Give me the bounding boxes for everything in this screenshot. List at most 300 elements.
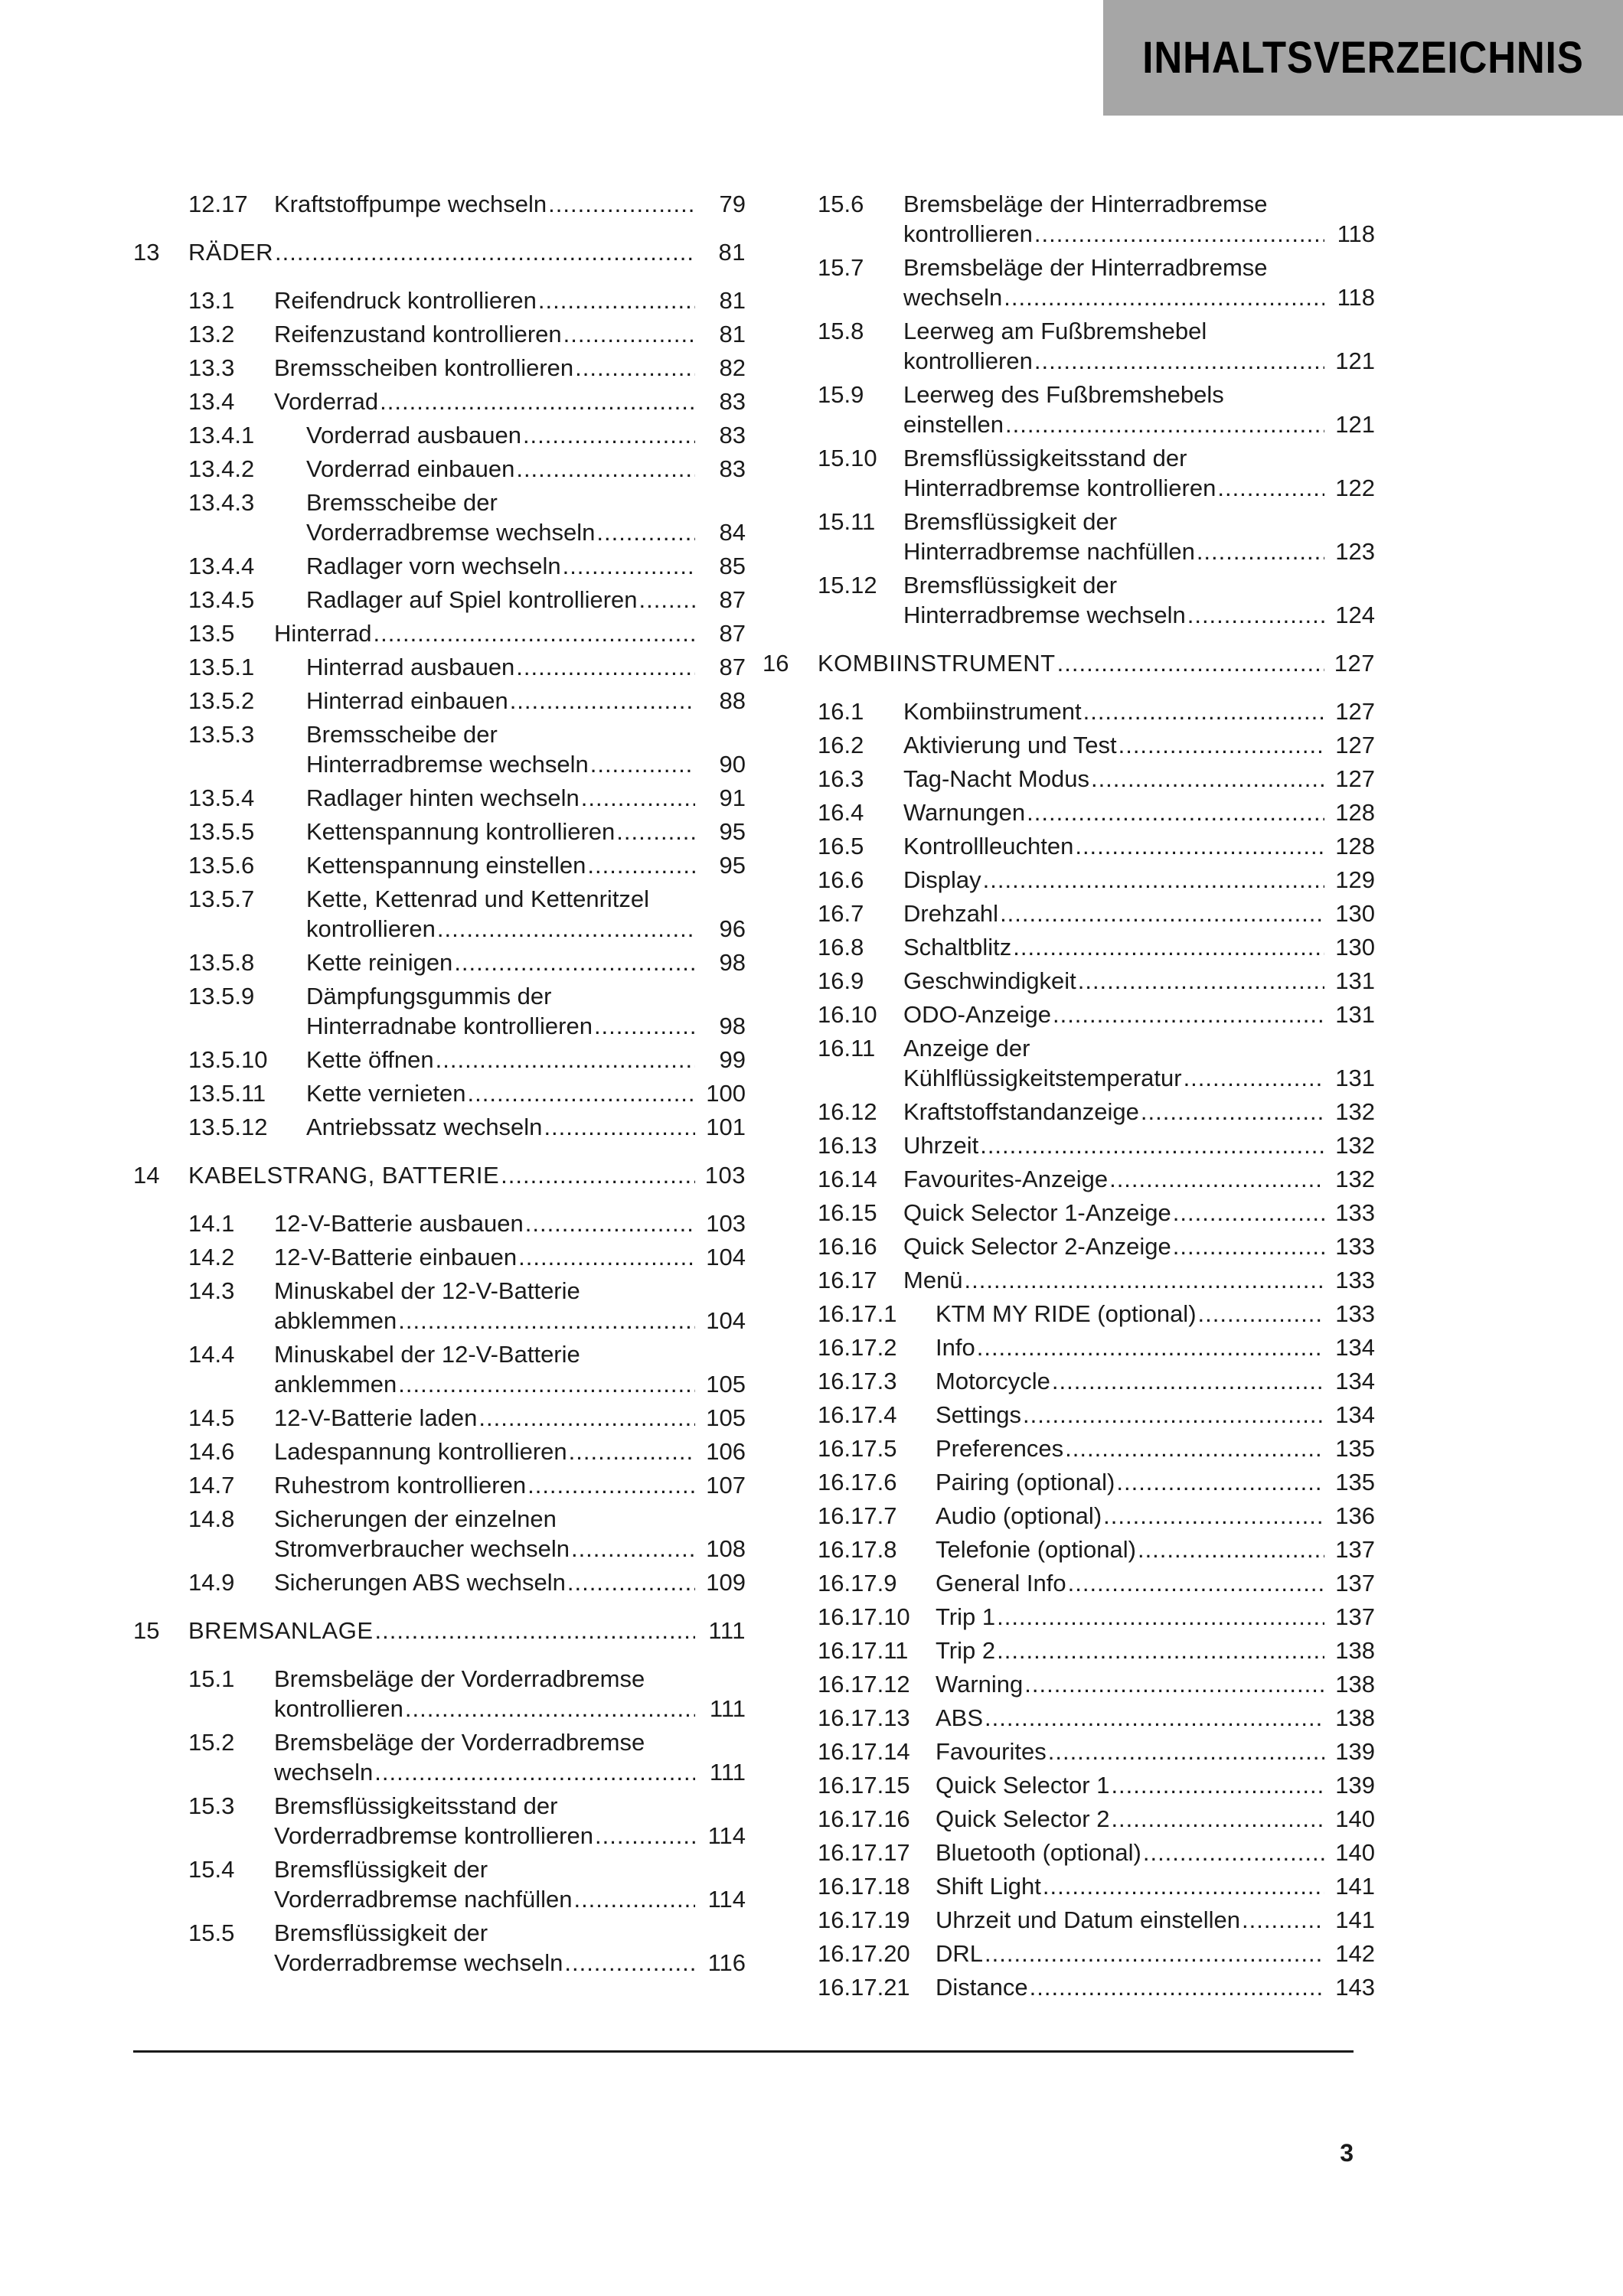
toc-entry-title: Anzeige der <box>903 1035 1030 1062</box>
dot-leader <box>1034 346 1324 376</box>
dot-leader <box>1118 730 1324 760</box>
dot-leader <box>639 585 695 615</box>
dot-leader <box>977 1332 1324 1362</box>
toc-entry-title: Favourites-Anzeige <box>903 1166 1109 1192</box>
toc-entry-number: 16.4 <box>818 799 864 826</box>
toc-entry-title: Sicherungen der einzelnen <box>274 1505 557 1532</box>
toc-entry-number: 13.5.6 <box>188 852 255 879</box>
toc-entry-title: kontrollieren <box>903 347 1033 374</box>
toc-page-number: 124 <box>1335 602 1375 628</box>
toc-page-number: 121 <box>1335 411 1375 438</box>
toc-page-number: 138 <box>1335 1671 1375 1698</box>
toc-entry-number: 16.13 <box>818 1132 877 1159</box>
toc-page-number: 101 <box>706 1114 746 1140</box>
toc-entry-number: 16.5 <box>818 833 864 859</box>
toc-entry-number: 14 <box>133 1162 160 1189</box>
toc-page-number: 140 <box>1335 1805 1375 1832</box>
toc-entry-title: Reifendruck kontrollieren <box>274 287 537 314</box>
toc-page-number: 121 <box>1335 347 1375 374</box>
toc-page-number: 133 <box>1335 1300 1375 1327</box>
toc-entry-number: 13.2 <box>188 321 235 347</box>
dot-leader <box>587 850 695 880</box>
toc-entry-title: 12-V-Batterie laden <box>274 1404 478 1431</box>
dot-leader <box>1141 1097 1324 1127</box>
toc-page-number: 83 <box>719 455 746 482</box>
toc-entry-number: 16.17.15 <box>818 1772 910 1799</box>
toc-page-number: 127 <box>1335 698 1375 725</box>
toc-entry-number: 16.17.16 <box>818 1805 910 1832</box>
dot-leader <box>510 686 695 716</box>
toc-entry-title: Motorcycle <box>936 1368 1050 1394</box>
dot-leader <box>983 865 1324 895</box>
toc-entry-title: Bremsbeläge der Vorderradbremse <box>274 1665 645 1692</box>
dot-leader <box>616 817 695 846</box>
toc-entry-title: 12-V-Batterie ausbauen <box>274 1210 524 1237</box>
toc-entry-title: Hinterradbremse kontrollieren <box>903 475 1216 501</box>
toc-page-number: 118 <box>1337 220 1375 247</box>
toc-entry-title: Uhrzeit <box>903 1132 979 1159</box>
toc-entry-title: Trip 1 <box>936 1603 996 1630</box>
toc-entry-title: Bremsflüssigkeit der <box>903 572 1118 598</box>
toc-entry-number: 16.17.13 <box>818 1704 910 1731</box>
dot-leader <box>563 319 695 349</box>
dot-leader <box>1109 1164 1324 1194</box>
dot-leader <box>1057 648 1324 678</box>
dot-leader <box>525 1208 695 1238</box>
dot-leader <box>523 420 695 450</box>
toc-page-number: 82 <box>719 354 746 381</box>
toc-page-number: 123 <box>1335 538 1375 565</box>
toc-page-number: 143 <box>1335 1974 1375 2001</box>
dot-leader <box>516 454 695 484</box>
dot-leader <box>1197 536 1324 566</box>
toc-page-number: 134 <box>1335 1334 1375 1361</box>
toc-entry-title: Schaltblitz <box>903 934 1012 960</box>
toc-entry-title: einstellen <box>903 411 1004 438</box>
toc-entry-number: 14.9 <box>188 1569 235 1596</box>
toc-entry-number: 13.4.5 <box>188 586 255 613</box>
toc-entry-title: Hinterradbremse wechseln <box>306 751 589 778</box>
dot-leader <box>1173 1231 1324 1261</box>
toc-entry-title: Display <box>903 866 981 893</box>
dot-leader <box>1004 282 1324 312</box>
toc-page-number: 128 <box>1335 833 1375 859</box>
page-number: 3 <box>1340 2139 1354 2167</box>
toc-entry-number: 16.12 <box>818 1098 877 1125</box>
toc-page-number: 83 <box>719 388 746 415</box>
dot-leader <box>1198 1299 1324 1329</box>
toc-entry-title: Kettenspannung einstellen <box>306 852 586 879</box>
toc-entry-title: Bremsflüssigkeit der <box>274 1919 488 1946</box>
dot-leader <box>1000 899 1324 928</box>
toc-entry-title: Settings <box>936 1401 1022 1428</box>
toc-entry-number: 15.3 <box>188 1792 235 1819</box>
dot-leader <box>544 1112 695 1142</box>
toc-entry-number: 16.17.21 <box>818 1974 910 2001</box>
toc-page-number: 84 <box>719 519 746 546</box>
toc-entry-title: Uhrzeit und Datum einstellen <box>936 1906 1241 1933</box>
toc-entry-number: 13.4 <box>188 388 235 415</box>
toc-entry-number: 16.17.17 <box>818 1839 910 1866</box>
dot-leader <box>980 1130 1324 1160</box>
toc-page-number: 87 <box>719 620 746 647</box>
toc-entry-title: anklemmen <box>274 1371 397 1397</box>
toc-entry-title: Radlager vorn wechseln <box>306 553 561 579</box>
toc-entry-title: ODO-Anzeige <box>903 1001 1051 1028</box>
dot-leader <box>516 652 695 682</box>
toc-page-number: 81 <box>719 287 746 314</box>
toc-entry-number: 13.5.2 <box>188 687 255 714</box>
toc-entry-title: Dämpfungsgummis der <box>306 983 552 1009</box>
toc-entry-title: Warning <box>936 1671 1024 1698</box>
dot-leader <box>1242 1905 1324 1935</box>
toc-entry-title: Warnungen <box>903 799 1026 826</box>
toc-page-number: 133 <box>1335 1199 1375 1226</box>
toc-page-number: 127 <box>1335 732 1375 758</box>
toc-page-number: 109 <box>706 1569 746 1596</box>
toc-page-number: 139 <box>1335 1738 1375 1765</box>
toc-entry-title: Kombiinstrument <box>903 698 1082 725</box>
toc-entry-title: Hinterradbremse wechseln <box>903 602 1186 628</box>
toc-entry-title: Vorderrad <box>274 388 379 415</box>
toc-entry-number: 16.17.18 <box>818 1873 910 1900</box>
toc-entry-title: Bremsscheibe der <box>306 721 498 748</box>
toc-entry-number: 14.6 <box>188 1438 235 1465</box>
toc-entry-title: Minuskabel der 12-V-Batterie <box>274 1341 580 1368</box>
dot-leader <box>1075 831 1324 861</box>
toc-page-number: 106 <box>706 1438 746 1465</box>
toc-page-number: 98 <box>719 949 746 976</box>
toc-entry-number: 16.17.8 <box>818 1536 897 1563</box>
toc-entry-title: Bremsbeläge der Hinterradbremse <box>903 254 1268 281</box>
toc-entry-title: General Info <box>936 1570 1066 1596</box>
toc-entry-number: 16.17.14 <box>818 1738 910 1765</box>
toc-page-number: 127 <box>1334 650 1375 677</box>
toc-entry-number: 13.5.4 <box>188 784 255 811</box>
toc-entry-title: Kraftstoffstandanzeige <box>903 1098 1139 1125</box>
toc-entry-number: 16.8 <box>818 934 864 960</box>
dot-leader <box>1217 473 1324 503</box>
toc-entry-number: 16.9 <box>818 967 864 994</box>
dot-leader <box>548 189 695 219</box>
toc-page-number: 95 <box>719 818 746 845</box>
dot-leader <box>478 1403 695 1433</box>
toc-entry-title: Preferences <box>936 1435 1064 1462</box>
dot-leader <box>436 1045 695 1075</box>
dot-leader <box>275 237 695 267</box>
dot-leader <box>398 1306 695 1336</box>
toc-entry-title: Ladespannung kontrollieren <box>274 1438 567 1465</box>
toc-entry-title: Pairing (optional) <box>936 1469 1115 1495</box>
toc-page-number: 134 <box>1335 1368 1375 1394</box>
toc-entry-title: Reifenzustand kontrollieren <box>274 321 562 347</box>
toc-page-number: 142 <box>1335 1940 1375 1967</box>
toc-entry-title: Kettenspannung kontrollieren <box>306 818 616 845</box>
toc-entry-title: Vorderradbremse wechseln <box>306 519 596 546</box>
toc-page-number: 83 <box>719 422 746 448</box>
toc-page-number: 137 <box>1335 1536 1375 1563</box>
toc-page-number: 131 <box>1335 1001 1375 1028</box>
toc-entry-title: Info <box>936 1334 975 1361</box>
toc-entry-number: 13.4.2 <box>188 455 255 482</box>
toc-page-number: 140 <box>1335 1839 1375 1866</box>
toc-entry-title: Kette öffnen <box>306 1046 434 1073</box>
toc-entry-number: 13.3 <box>188 354 235 381</box>
toc-entry-number: 14.7 <box>188 1472 235 1499</box>
toc-page-number: 104 <box>706 1307 746 1334</box>
toc-page-number: 95 <box>719 852 746 879</box>
toc-page-number: 103 <box>704 1162 746 1189</box>
toc-entry-title: Bremsflüssigkeitsstand der <box>274 1792 558 1819</box>
toc-page-number: 131 <box>1335 967 1375 994</box>
dot-leader <box>594 1011 695 1041</box>
toc-page-number: 130 <box>1335 900 1375 927</box>
toc-entry-title: Kontrollleuchten <box>903 833 1074 859</box>
toc-entry-title: BREMSANLAGE <box>188 1617 374 1644</box>
toc-entry-number: 14.2 <box>188 1244 235 1270</box>
toc-entry-title: Aktivierung und Test <box>903 732 1117 758</box>
dot-leader <box>1091 764 1324 794</box>
toc-page-number: 122 <box>1335 475 1375 501</box>
toc-entry-title: Bluetooth (optional) <box>936 1839 1141 1866</box>
toc-entry-number: 14.1 <box>188 1210 235 1237</box>
toc-entry-title: Kühlflüssigkeitstemperatur <box>903 1065 1182 1091</box>
toc-page-number: 131 <box>1335 1065 1375 1091</box>
toc-entry-title: Hinterrad ausbauen <box>306 654 515 680</box>
toc-entry-title: KOMBIINSTRUMENT <box>818 650 1056 677</box>
toc-entry-number: 16.17.20 <box>818 1940 910 1967</box>
dot-leader <box>571 1534 695 1564</box>
toc-entry-title: KABELSTRANG, BATTERIE <box>188 1162 500 1189</box>
toc-page-number: 139 <box>1335 1772 1375 1799</box>
dot-leader <box>1143 1838 1324 1867</box>
toc-entry-title: Bremsbeläge der Hinterradbremse <box>903 191 1268 217</box>
toc-entry-title: Quick Selector 2 <box>936 1805 1110 1832</box>
dot-leader <box>375 1616 695 1645</box>
toc-entry-title: Quick Selector 1 <box>936 1772 1110 1799</box>
toc-page-number: 132 <box>1335 1098 1375 1125</box>
toc-entry-number: 16.17.9 <box>818 1570 897 1596</box>
toc-entry-number: 13.4.4 <box>188 553 255 579</box>
toc-page-number: 87 <box>719 586 746 613</box>
toc-entry-title: Drehzahl <box>903 900 999 927</box>
toc-entry-title: Menü <box>903 1267 963 1293</box>
toc-entry-number: 13.5.7 <box>188 885 255 912</box>
toc-entry-title: Bremsscheibe der <box>306 489 498 516</box>
toc-entry-title: Kette vernieten <box>306 1080 466 1107</box>
toc-entry-number: 16.14 <box>818 1166 877 1192</box>
dot-leader <box>985 1703 1324 1733</box>
dot-leader <box>1030 1972 1324 2002</box>
toc-entry-number: 14.4 <box>188 1341 235 1368</box>
toc-entry-number: 15.8 <box>818 318 864 344</box>
toc-entry-number: 12.17 <box>188 191 248 217</box>
toc-page-number: 114 <box>707 1822 746 1849</box>
toc-page-number: 138 <box>1335 1704 1375 1731</box>
toc-entry-number: 13.5.1 <box>188 654 255 680</box>
dot-leader <box>581 783 695 813</box>
toc-entry-number: 15.1 <box>188 1665 235 1692</box>
dot-leader <box>468 1078 695 1108</box>
dot-leader <box>1078 966 1324 996</box>
toc-entry-title: Telefonie (optional) <box>936 1536 1136 1563</box>
dot-leader <box>405 1694 695 1724</box>
toc-page-number: 135 <box>1335 1435 1375 1462</box>
toc-page-number: 100 <box>706 1080 746 1107</box>
toc-page-number: 90 <box>719 751 746 778</box>
toc-entry-number: 14.8 <box>188 1505 235 1532</box>
toc-page-number: 107 <box>706 1472 746 1499</box>
toc-page-number: 88 <box>719 687 746 714</box>
toc-entry-number: 13.4.1 <box>188 422 255 448</box>
toc-entry-title: DRL <box>936 1940 984 1967</box>
toc-entry-title: Quick Selector 1-Anzeige <box>903 1199 1171 1226</box>
toc-page-number: 81 <box>718 239 746 266</box>
toc-page-number: 104 <box>706 1244 746 1270</box>
dot-leader <box>1053 1000 1324 1029</box>
dot-leader <box>1083 696 1324 726</box>
toc-entry-title: KTM MY RIDE (optional) <box>936 1300 1197 1327</box>
dot-leader <box>1052 1366 1324 1396</box>
toc-entry-number: 13.5 <box>188 620 235 647</box>
toc-entry-title: Leerweg des Fußbremshebels <box>903 381 1224 408</box>
toc-entry-number: 16.2 <box>818 732 864 758</box>
toc-page-number: 105 <box>706 1371 746 1397</box>
dot-leader <box>575 353 695 383</box>
toc-page-number: 111 <box>708 1617 746 1644</box>
header-banner <box>1103 0 1623 116</box>
toc-entry-title: Leerweg am Fußbremshebel <box>903 318 1207 344</box>
toc-entry-title: Vorderradbremse nachfüllen <box>274 1886 573 1913</box>
dot-leader <box>374 618 696 648</box>
toc-page-number: 118 <box>1337 284 1375 311</box>
toc-entry-number: 16.17.1 <box>818 1300 897 1327</box>
dot-leader <box>454 947 695 977</box>
toc-entry-number: 16.11 <box>818 1035 876 1062</box>
dot-leader <box>374 1757 695 1787</box>
toc-entry-title: Radlager hinten wechseln <box>306 784 580 811</box>
toc-entry-number: 15.10 <box>818 445 877 471</box>
dot-leader <box>1048 1737 1324 1766</box>
toc-page-number: 81 <box>719 321 746 347</box>
toc-entry-number: 16.1 <box>818 698 864 725</box>
toc-entry-title: Quick Selector 2-Anzeige <box>903 1233 1171 1260</box>
toc-entry-title: Favourites <box>936 1738 1047 1765</box>
toc-entry-title: Trip 2 <box>936 1637 996 1664</box>
toc-entry-number: 13.5.9 <box>188 983 255 1009</box>
toc-entry-title: Antriebssatz wechseln <box>306 1114 543 1140</box>
toc-page-number: 105 <box>706 1404 746 1431</box>
toc-entry-number: 13.5.3 <box>188 721 255 748</box>
toc-entry-number: 15.5 <box>188 1919 235 1946</box>
dot-leader <box>1116 1467 1324 1497</box>
toc-entry-number: 13.5.12 <box>188 1114 268 1140</box>
toc-entry-title: Hinterradnabe kontrollieren <box>306 1013 593 1039</box>
toc-entry-title: Vorderradbremse wechseln <box>274 1949 563 1976</box>
toc-page-number: 87 <box>719 654 746 680</box>
toc-entry-number: 16.10 <box>818 1001 877 1028</box>
toc-entry-title: Hinterrad <box>274 620 372 647</box>
toc-entry-title: ABS <box>936 1704 984 1731</box>
toc-entry-title: Kette, Kettenrad und Kettenritzel <box>306 885 650 912</box>
toc-entry-number: 16.16 <box>818 1233 877 1260</box>
dot-leader <box>1043 1871 1324 1901</box>
toc-page-number: 99 <box>719 1046 746 1073</box>
toc-entry-number: 13.4.3 <box>188 489 255 516</box>
toc-entry-number: 15.12 <box>818 572 877 598</box>
dot-leader <box>997 1602 1324 1632</box>
toc-entry-number: 15.11 <box>818 508 876 535</box>
toc-entry-title: Tag-Nacht Modus <box>903 765 1089 792</box>
dot-leader <box>1173 1198 1324 1228</box>
dot-leader <box>985 1939 1324 1968</box>
toc-entry-title: 12-V-Batterie einbauen <box>274 1244 518 1270</box>
dot-leader <box>518 1242 695 1272</box>
dot-leader <box>1184 1063 1324 1093</box>
toc-entry-title: Vorderradbremse kontrollieren <box>274 1822 593 1849</box>
dot-leader <box>1013 932 1324 962</box>
toc-entry-number: 13.1 <box>188 287 235 314</box>
toc-entry-title: Vorderrad ausbauen <box>306 422 521 448</box>
toc-entry-number: 16.17.6 <box>818 1469 897 1495</box>
dot-leader <box>564 1948 695 1978</box>
dot-leader <box>1138 1534 1324 1564</box>
toc-entry-title: RÄDER <box>188 239 274 266</box>
toc-entry-number: 16.17.7 <box>818 1502 897 1529</box>
toc-entry-number: 16.17.5 <box>818 1435 897 1462</box>
toc-entry-number: 14.5 <box>188 1404 235 1431</box>
toc-page-number: 141 <box>1335 1906 1375 1933</box>
toc-entry-title: Kette reinigen <box>306 949 453 976</box>
dot-leader <box>567 1567 695 1597</box>
dot-leader <box>1065 1433 1324 1463</box>
toc-entry-number: 16.15 <box>818 1199 877 1226</box>
toc-entry-number: 16.6 <box>818 866 864 893</box>
toc-page-number: 114 <box>707 1886 746 1913</box>
toc-entry-number: 16.7 <box>818 900 864 927</box>
toc-entry-number: 16.3 <box>818 765 864 792</box>
toc-entry-number: 16.17.2 <box>818 1334 897 1361</box>
toc-entry-title: Hinterradbremse nachfüllen <box>903 538 1195 565</box>
toc-entry-number: 15.7 <box>818 254 864 281</box>
toc-page-number: 132 <box>1335 1132 1375 1159</box>
dot-leader <box>595 1821 695 1851</box>
toc-entry-title: Shift Light <box>936 1873 1041 1900</box>
dot-leader <box>1005 409 1324 439</box>
toc-entry-title: Kraftstoffpumpe wechseln <box>274 191 547 217</box>
toc-entry-title: kontrollieren <box>306 915 436 942</box>
toc-entry-title: Bremsflüssigkeit der <box>903 508 1118 535</box>
toc-entry-title: Vorderrad einbauen <box>306 455 515 482</box>
toc-page-number: 129 <box>1335 866 1375 893</box>
dot-leader <box>1024 1669 1324 1699</box>
toc-page-number: 133 <box>1335 1267 1375 1293</box>
toc-page-number: 141 <box>1335 1873 1375 1900</box>
toc-entry-title: Sicherungen ABS wechseln <box>274 1569 566 1596</box>
dot-leader <box>501 1160 695 1190</box>
dot-leader <box>1187 600 1324 630</box>
toc-page-number: 136 <box>1335 1502 1375 1529</box>
dot-leader <box>1023 1400 1324 1430</box>
dot-leader <box>1034 219 1324 249</box>
dot-leader <box>380 386 695 416</box>
toc-entry-number: 13.5.10 <box>188 1046 268 1073</box>
dot-leader <box>573 1884 695 1914</box>
toc-entry-title: Minuskabel der 12-V-Batterie <box>274 1277 580 1304</box>
toc-page-number: 85 <box>719 553 746 579</box>
toc-entry-number: 16.17 <box>818 1267 877 1293</box>
toc-entry-title: Bremsscheiben kontrollieren <box>274 354 574 381</box>
